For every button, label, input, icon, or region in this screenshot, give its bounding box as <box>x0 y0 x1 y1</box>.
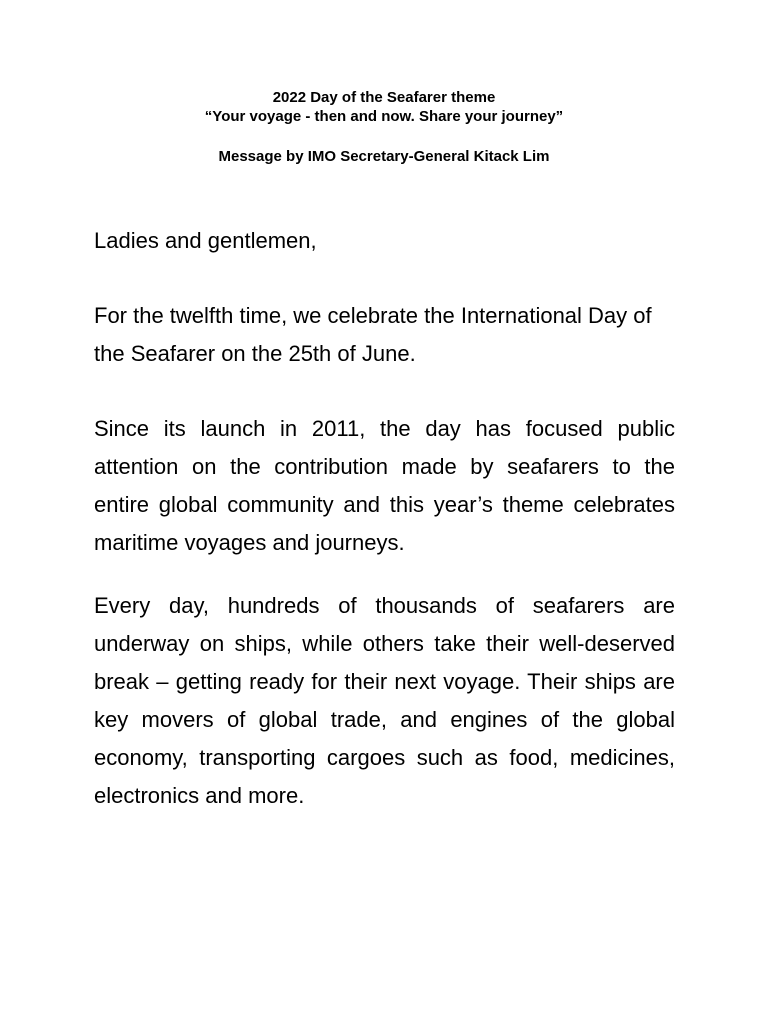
salutation: Ladies and gentlemen, <box>94 228 317 253</box>
paragraph-2: Since its launch in 2011, the day has focused public attention on the contribution made by seafarers to the entire global community and this year’s theme celebrates maritime voyages and journeys. <box>94 416 675 555</box>
paragraph-1: For the twelfth time, we celebrate the International Day of the Seafarer on the 25th of June. <box>94 303 652 366</box>
message-byline: Message by IMO Secretary-General Kitack Lim <box>218 148 550 165</box>
paragraph-3: Every day, hundreds of thousands of seafarers are underway on ships, while others take their well-deserved break – getting ready for their next voyage. Their ships are key movers of global trade, and engines of the global economy, transporting cargoes such as food, medicines, electronics and more. <box>94 593 675 808</box>
theme-title: 2022 Day of the Seafarer theme <box>272 89 496 106</box>
theme-quote: “Your voyage - then and now. Share your journey” <box>204 108 564 125</box>
